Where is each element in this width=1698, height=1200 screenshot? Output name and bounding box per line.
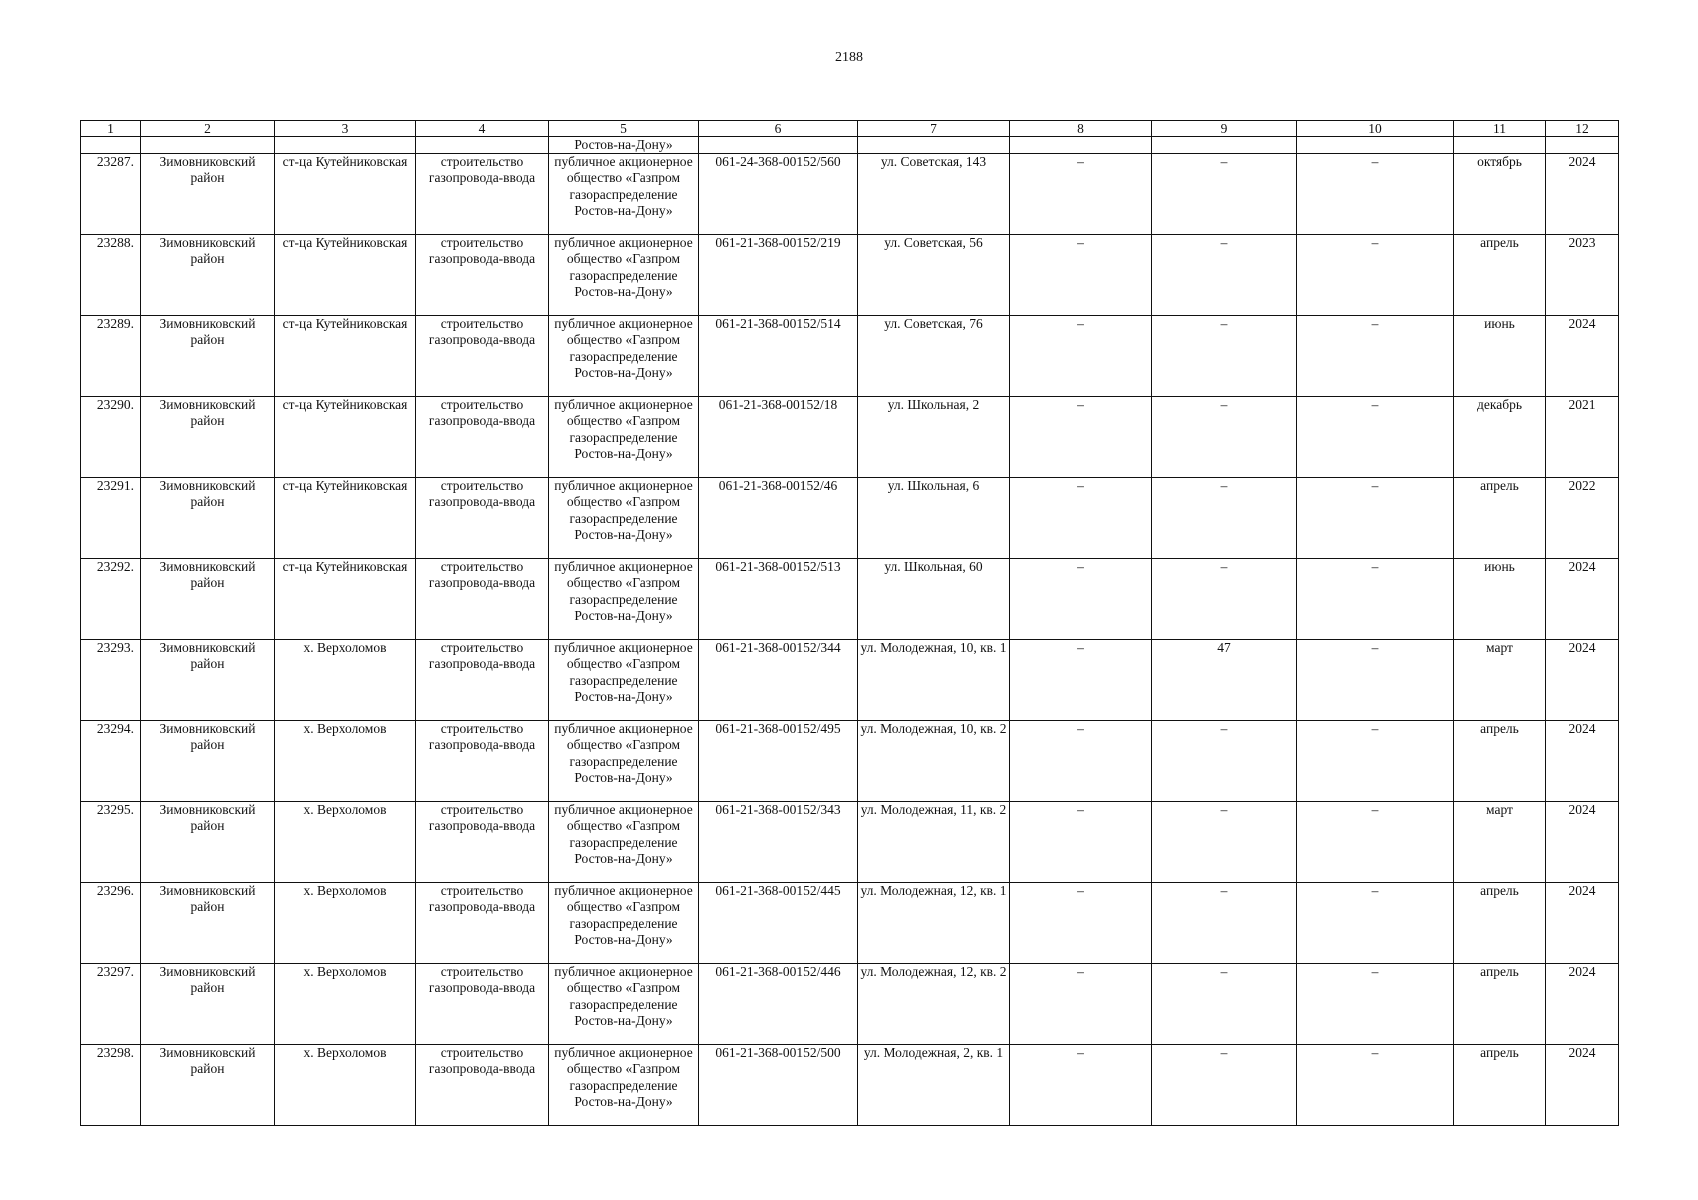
column-header: 9 (1152, 121, 1297, 137)
value-cell-col9: – (1152, 397, 1297, 478)
month-cell: июнь (1454, 316, 1546, 397)
table-cell (1152, 137, 1297, 154)
row-number-cell: 23291. (81, 478, 141, 559)
column-header: 10 (1297, 121, 1454, 137)
table-cell (141, 137, 275, 154)
organization-cell: публичное акционерное общество «Газпром газораспределение Ростов-на-Дону» (549, 883, 699, 964)
value-cell-col8: – (1010, 802, 1152, 883)
organization-cell: публичное акционерное общество «Газпром газораспределение Ростов-на-Дону» (549, 154, 699, 235)
district-cell: Зимовниковский район (141, 559, 275, 640)
value-cell-col8: – (1010, 559, 1152, 640)
value-cell-col10: – (1297, 559, 1454, 640)
row-number-cell: 23298. (81, 1045, 141, 1126)
year-cell: 2022 (1546, 478, 1619, 559)
row-number-cell: 23290. (81, 397, 141, 478)
registry-number-cell: 061-21-368-00152/514 (699, 316, 858, 397)
work-type-cell: строительство газопровода-ввода (416, 559, 549, 640)
column-header: 7 (858, 121, 1010, 137)
address-cell: ул. Молодежная, 10, кв. 1 (858, 640, 1010, 721)
column-header: 3 (275, 121, 416, 137)
settlement-cell: ст-ца Кутейниковская (275, 235, 416, 316)
row-number-cell: 23295. (81, 802, 141, 883)
district-cell: Зимовниковский район (141, 640, 275, 721)
value-cell-col9: – (1152, 802, 1297, 883)
year-cell: 2024 (1546, 316, 1619, 397)
value-cell-col10: – (1297, 478, 1454, 559)
value-cell-col10: – (1297, 235, 1454, 316)
work-type-cell: строительство газопровода-ввода (416, 640, 549, 721)
organization-cell: публичное акционерное общество «Газпром газораспределение Ростов-на-Дону» (549, 478, 699, 559)
row-number-cell: 23296. (81, 883, 141, 964)
value-cell-col8: – (1010, 478, 1152, 559)
address-cell: ул. Молодежная, 2, кв. 1 (858, 1045, 1010, 1126)
table-cell (81, 137, 141, 154)
value-cell-col9: 47 (1152, 640, 1297, 721)
registry-number-cell: 061-21-368-00152/445 (699, 883, 858, 964)
settlement-cell: ст-ца Кутейниковская (275, 316, 416, 397)
year-cell: 2024 (1546, 559, 1619, 640)
value-cell-col8: – (1010, 721, 1152, 802)
address-cell: ул. Школьная, 60 (858, 559, 1010, 640)
registry-number-cell: 061-21-368-00152/46 (699, 478, 858, 559)
value-cell-col10: – (1297, 316, 1454, 397)
work-type-cell: строительство газопровода-ввода (416, 478, 549, 559)
year-cell: 2023 (1546, 235, 1619, 316)
value-cell-col10: – (1297, 397, 1454, 478)
value-cell-col8: – (1010, 154, 1152, 235)
value-cell-col9: – (1152, 154, 1297, 235)
value-cell-col8: – (1010, 964, 1152, 1045)
address-cell: ул. Молодежная, 12, кв. 1 (858, 883, 1010, 964)
work-type-cell: строительство газопровода-ввода (416, 721, 549, 802)
address-cell: ул. Молодежная, 10, кв. 2 (858, 721, 1010, 802)
value-cell-col8: – (1010, 883, 1152, 964)
month-cell: апрель (1454, 1045, 1546, 1126)
registry-number-cell: 061-21-368-00152/219 (699, 235, 858, 316)
value-cell-col9: – (1152, 964, 1297, 1045)
registry-number-cell: 061-21-368-00152/343 (699, 802, 858, 883)
month-cell: декабрь (1454, 397, 1546, 478)
year-cell: 2021 (1546, 397, 1619, 478)
table-cell (1010, 137, 1152, 154)
registry-number-cell: 061-21-368-00152/18 (699, 397, 858, 478)
value-cell-col8: – (1010, 235, 1152, 316)
table-row (81, 964, 1619, 1045)
work-type-cell: строительство газопровода-ввода (416, 397, 549, 478)
organization-cell: публичное акционерное общество «Газпром газораспределение Ростов-на-Дону» (549, 721, 699, 802)
column-header: 4 (416, 121, 549, 137)
work-type-cell: строительство газопровода-ввода (416, 235, 549, 316)
table-row (81, 1045, 1619, 1126)
value-cell-col10: – (1297, 1045, 1454, 1126)
organization-cell: публичное акционерное общество «Газпром газораспределение Ростов-на-Дону» (549, 397, 699, 478)
month-cell: апрель (1454, 235, 1546, 316)
row-number-cell: 23297. (81, 964, 141, 1045)
address-cell: ул. Молодежная, 11, кв. 2 (858, 802, 1010, 883)
month-cell: апрель (1454, 721, 1546, 802)
continuation-row (81, 137, 1619, 154)
year-cell: 2024 (1546, 883, 1619, 964)
registry-number-cell: 061-21-368-00152/513 (699, 559, 858, 640)
district-cell: Зимовниковский район (141, 964, 275, 1045)
row-number-cell: 23294. (81, 721, 141, 802)
address-cell: ул. Советская, 143 (858, 154, 1010, 235)
district-cell: Зимовниковский район (141, 154, 275, 235)
table-row (81, 559, 1619, 640)
district-cell: Зимовниковский район (141, 1045, 275, 1126)
value-cell-col9: – (1152, 559, 1297, 640)
year-cell: 2024 (1546, 1045, 1619, 1126)
organization-cell: публичное акционерное общество «Газпром газораспределение Ростов-на-Дону» (549, 640, 699, 721)
table-cell (1297, 137, 1454, 154)
registry-number-cell: 061-21-368-00152/446 (699, 964, 858, 1045)
address-cell: ул. Школьная, 6 (858, 478, 1010, 559)
column-header: 11 (1454, 121, 1546, 137)
settlement-cell: х. Верхоломов (275, 964, 416, 1045)
district-cell: Зимовниковский район (141, 397, 275, 478)
work-type-cell: строительство газопровода-ввода (416, 1045, 549, 1126)
organization-cell: публичное акционерное общество «Газпром газораспределение Ростов-на-Дону» (549, 316, 699, 397)
month-cell: апрель (1454, 883, 1546, 964)
registry-number-cell: 061-24-368-00152/560 (699, 154, 858, 235)
month-cell: март (1454, 802, 1546, 883)
district-cell: Зимовниковский район (141, 235, 275, 316)
settlement-cell: х. Верхоломов (275, 640, 416, 721)
table-row (81, 721, 1619, 802)
address-cell: ул. Молодежная, 12, кв. 2 (858, 964, 1010, 1045)
column-header: 5 (549, 121, 699, 137)
value-cell-col9: – (1152, 721, 1297, 802)
value-cell-col8: – (1010, 640, 1152, 721)
column-header: 6 (699, 121, 858, 137)
table-cell: Ростов-на-Дону» (549, 137, 699, 154)
work-type-cell: строительство газопровода-ввода (416, 964, 549, 1045)
month-cell: апрель (1454, 478, 1546, 559)
table-cell (275, 137, 416, 154)
row-number-cell: 23293. (81, 640, 141, 721)
table-row (81, 316, 1619, 397)
month-cell: апрель (1454, 964, 1546, 1045)
value-cell-col9: – (1152, 1045, 1297, 1126)
table-row (81, 235, 1619, 316)
page-number: 2188 (835, 50, 863, 65)
organization-cell: публичное акционерное общество «Газпром газораспределение Ростов-на-Дону» (549, 964, 699, 1045)
month-cell: октябрь (1454, 154, 1546, 235)
settlement-cell: х. Верхоломов (275, 802, 416, 883)
value-cell-col10: – (1297, 154, 1454, 235)
registry-table (80, 120, 1619, 1126)
organization-cell: публичное акционерное общество «Газпром газораспределение Ростов-на-Дону» (549, 235, 699, 316)
value-cell-col8: – (1010, 397, 1152, 478)
value-cell-col9: – (1152, 235, 1297, 316)
work-type-cell: строительство газопровода-ввода (416, 154, 549, 235)
work-type-cell: строительство газопровода-ввода (416, 316, 549, 397)
district-cell: Зимовниковский район (141, 316, 275, 397)
value-cell-col10: – (1297, 721, 1454, 802)
district-cell: Зимовниковский район (141, 721, 275, 802)
column-header: 2 (141, 121, 275, 137)
organization-cell: публичное акционерное общество «Газпром газораспределение Ростов-на-Дону» (549, 1045, 699, 1126)
settlement-cell: ст-ца Кутейниковская (275, 397, 416, 478)
table-cell (1546, 137, 1619, 154)
month-cell: июнь (1454, 559, 1546, 640)
year-cell: 2024 (1546, 964, 1619, 1045)
row-number-cell: 23288. (81, 235, 141, 316)
registry-number-cell: 061-21-368-00152/344 (699, 640, 858, 721)
table-row (81, 478, 1619, 559)
value-cell-col10: – (1297, 640, 1454, 721)
address-cell: ул. Школьная, 2 (858, 397, 1010, 478)
registry-number-cell: 061-21-368-00152/495 (699, 721, 858, 802)
value-cell-col8: – (1010, 1045, 1152, 1126)
year-cell: 2024 (1546, 721, 1619, 802)
address-cell: ул. Советская, 76 (858, 316, 1010, 397)
address-cell: ул. Советская, 56 (858, 235, 1010, 316)
settlement-cell: ст-ца Кутейниковская (275, 559, 416, 640)
table-cell (699, 137, 858, 154)
row-number-cell: 23292. (81, 559, 141, 640)
value-cell-col10: – (1297, 964, 1454, 1045)
column-header: 1 (81, 121, 141, 137)
column-header: 8 (1010, 121, 1152, 137)
year-cell: 2024 (1546, 802, 1619, 883)
column-header: 12 (1546, 121, 1619, 137)
table-body (81, 121, 1619, 1126)
year-cell: 2024 (1546, 640, 1619, 721)
organization-cell: публичное акционерное общество «Газпром газораспределение Ростов-на-Дону» (549, 802, 699, 883)
value-cell-col9: – (1152, 478, 1297, 559)
table-row (81, 883, 1619, 964)
value-cell-col10: – (1297, 883, 1454, 964)
table-cell (858, 137, 1010, 154)
row-number-cell: 23289. (81, 316, 141, 397)
value-cell-col8: – (1010, 316, 1152, 397)
district-cell: Зимовниковский район (141, 478, 275, 559)
month-cell: март (1454, 640, 1546, 721)
table-row (81, 802, 1619, 883)
table-row (81, 397, 1619, 478)
registry-number-cell: 061-21-368-00152/500 (699, 1045, 858, 1126)
table-row (81, 640, 1619, 721)
work-type-cell: строительство газопровода-ввода (416, 802, 549, 883)
value-cell-col9: – (1152, 316, 1297, 397)
table-cell (1454, 137, 1546, 154)
settlement-cell: х. Верхоломов (275, 1045, 416, 1126)
settlement-cell: х. Верхоломов (275, 721, 416, 802)
settlement-cell: ст-ца Кутейниковская (275, 478, 416, 559)
organization-cell: публичное акционерное общество «Газпром газораспределение Ростов-на-Дону» (549, 559, 699, 640)
settlement-cell: ст-ца Кутейниковская (275, 154, 416, 235)
work-type-cell: строительство газопровода-ввода (416, 883, 549, 964)
row-number-cell: 23287. (81, 154, 141, 235)
table-cell (416, 137, 549, 154)
district-cell: Зимовниковский район (141, 883, 275, 964)
district-cell: Зимовниковский район (141, 802, 275, 883)
value-cell-col9: – (1152, 883, 1297, 964)
value-cell-col10: – (1297, 802, 1454, 883)
year-cell: 2024 (1546, 154, 1619, 235)
settlement-cell: х. Верхоломов (275, 883, 416, 964)
column-header-row (81, 121, 1619, 137)
table-row (81, 154, 1619, 235)
